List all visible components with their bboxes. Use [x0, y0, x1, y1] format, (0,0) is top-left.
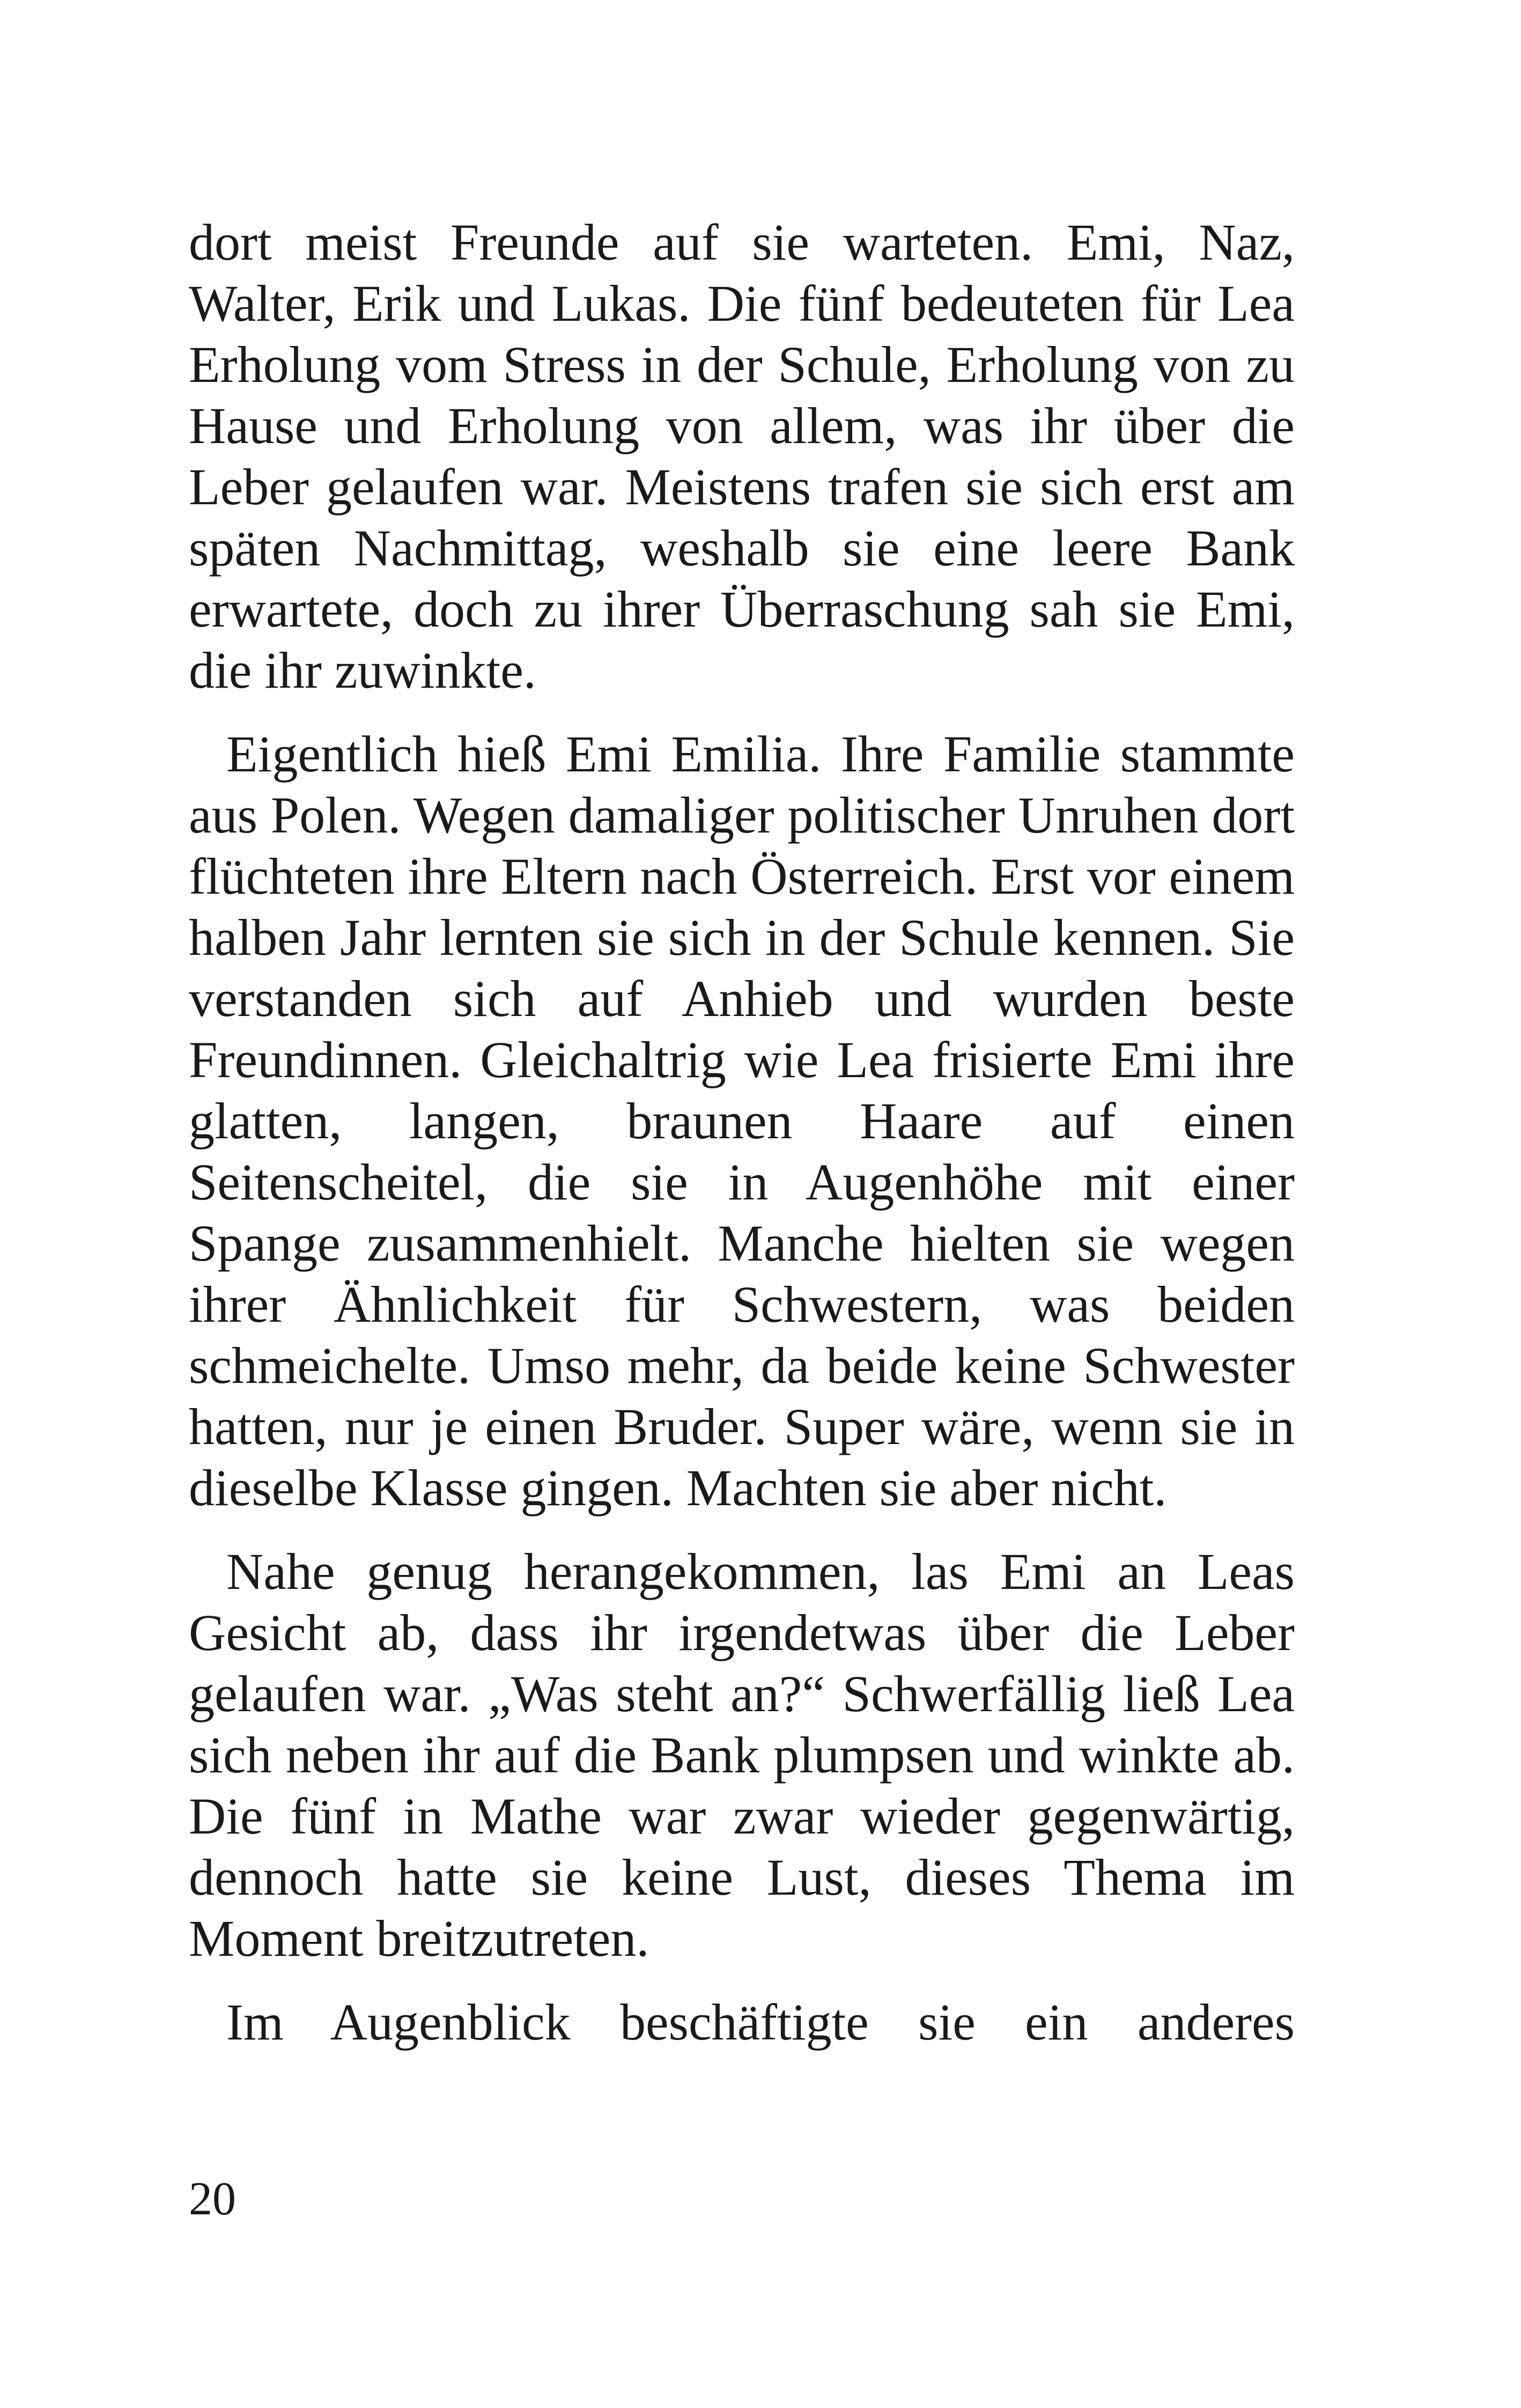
body-text	[189, 212, 1295, 2075]
paragraph-4: Im Augenblick beschäftigte sie ein anderes	[226, 1993, 1295, 2051]
paragraph-3: Nahe genug herangekommen, las Emi an Leas Gesicht ab, dass ihr irgendetwas über die Leber gelaufen war. „Was steht an?“ Schwerfällig ließ Lea sich neben ihr auf die Bank plumpsen und winkte ab. Die fünf in Mathe war zwar wieder gegenwärtig, dennoch hatte sie keine Lust, dieses Thema im Moment breitzutreten.	[189, 1543, 1295, 1967]
paragraph-1: dort meist Freunde auf sie warteten. Emi, Naz, Walter, Erik und Lukas. Die fünf bedeuteten für Lea Erholung vom Stress in der Schule, Erholung von zu Hause und Erholung von allem, was ihr über die Leber gelaufen war. Meistens trafen sie sich erst am späten Nachmittag, weshalb sie eine leere Bank erwartete, doch zu ihrer Überraschung sah sie Emi, die ihr zuwinkte.	[189, 213, 1295, 699]
page-number: 20	[189, 2173, 236, 2225]
paragraph-2: Eigentlich hieß Emi Emilia. Ihre Familie stammte aus Polen. Wegen damaliger politischer Unruhen dort flüchteten ihre Eltern nach Österreich. Erst vor einem halben Jahr lernten sie sich in der Schule kennen. Sie verstanden sich auf Anhieb und wurden beste Freundinnen. Gleichaltrig wie Lea frisierte Emi ihre glatten, langen, braunen Haare auf einen Seitenscheitel, die sie in Augenhöhe mit einer Spange zusammenhielt. Manche hielten sie wegen ihrer Ähnlichkeit für Schwestern, was beiden schmeichelte. Umso mehr, da beide keine Schwester hatten, nur je einen Bruder. Super wäre, wenn sie in dieselbe Klasse gingen. Machten sie aber nicht.	[189, 725, 1295, 1516]
